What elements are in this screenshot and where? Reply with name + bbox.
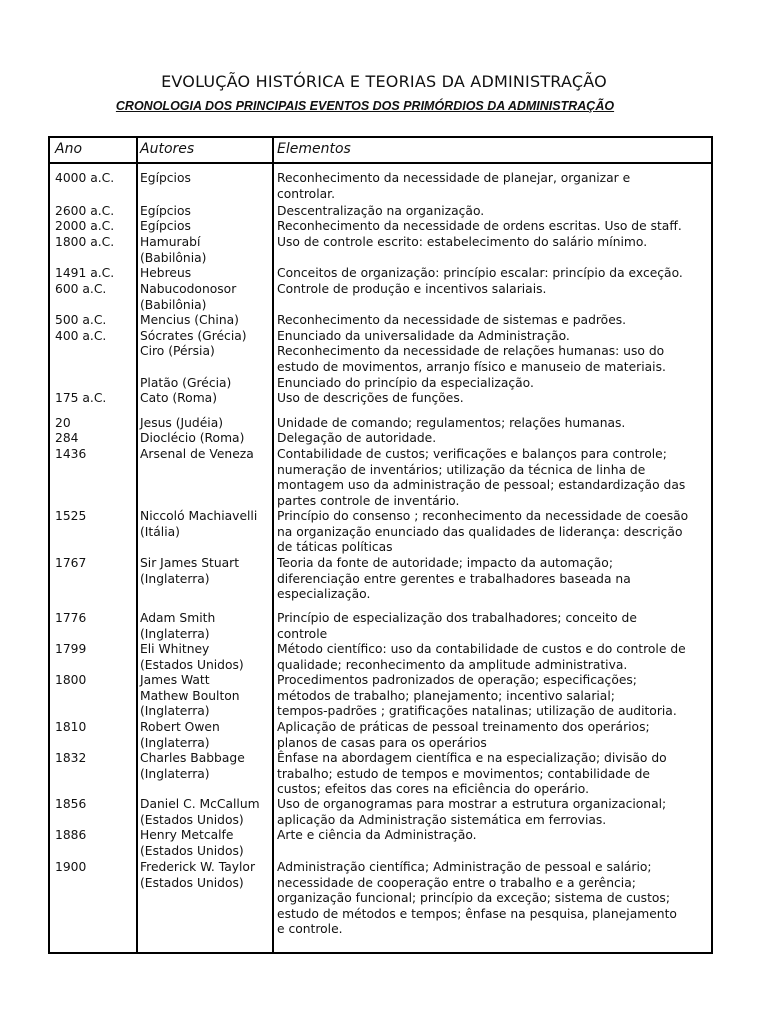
row-elements: Método científico: uso da contabilidade de custos e do controle de qualidade; reconhecimento da amplitude administrativa. [277, 642, 686, 672]
row-year: 500 a.C. [55, 313, 107, 327]
row-elements: Procedimentos padronizados de operação; especificações; métodos de trabalho; planejamento; incentivo salarial; tempos-padrões ; gratificações natalinas; utilização de auditoria. [277, 673, 677, 719]
row-elements: Delegação de autoridade. [277, 431, 437, 445]
row-authors: Sócrates (Grécia) [140, 329, 247, 343]
row-authors: Charles Babbage (Inglaterra) [140, 751, 245, 781]
row-authors: Egípcios [140, 171, 191, 185]
row-authors: Hamurabí (Babilônia) [140, 235, 207, 265]
row-authors: Cato (Roma) [140, 391, 217, 405]
row-authors: Egípcios [140, 219, 191, 233]
row-year: 1900 [55, 860, 87, 874]
header-autores: Autores [140, 141, 195, 157]
header-divider [50, 162, 711, 164]
row-elements: Aplicação de práticas de pessoal treinamento dos operários; planos de casas para os operários [277, 720, 650, 750]
chronology-table [48, 136, 713, 954]
row-year: 1776 [55, 611, 87, 625]
row-year: 284 [55, 431, 79, 445]
row-elements: Contabilidade de custos; verificações e balanços para controle; numeração de inventários; utilização da técnica de linha de montagem uso da administração de pessoal; estandardização das partes controle de inventário. [277, 447, 686, 508]
row-elements: Descentralização na organização. [277, 204, 485, 218]
row-elements: Uso de controle escrito: estabelecimento do salário mínimo. [277, 235, 648, 249]
row-authors: Niccoló Machiavelli (Itália) [140, 509, 258, 539]
row-elements: Reconhecimento da necessidade de planejar, organizar e controlar. [277, 171, 631, 201]
row-year: 1491 a.C. [55, 266, 115, 280]
row-elements: Enunciado da universalidade da Administração. [277, 329, 570, 343]
row-year: 1886 [55, 828, 87, 842]
row-authors: Nabucodonosor (Babilônia) [140, 282, 237, 312]
row-authors: Frederick W. Taylor (Estados Unidos) [140, 860, 256, 890]
row-authors: Henry Metcalfe (Estados Unidos) [140, 828, 244, 858]
row-elements: Reconhecimento da necessidade de sistemas e padrões. [277, 313, 627, 327]
row-authors: Sir James Stuart (Inglaterra) [140, 556, 240, 586]
row-year: 1856 [55, 797, 87, 811]
row-authors: Egípcios [140, 204, 191, 218]
row-year: 1810 [55, 720, 87, 734]
row-elements: Uso de organogramas para mostrar a estrutura organizacional; aplicação da Administração sistemática em ferrovias. [277, 797, 667, 827]
row-authors: Robert Owen (Inglaterra) [140, 720, 220, 750]
row-authors: Mencius (China) [140, 313, 239, 327]
row-year: 175 a.C. [55, 391, 107, 405]
document-subtitle: CRONOLOGIA DOS PRINCIPAIS EVENTOS DOS PRIMÓRDIOS DA ADMINISTRAÇÃO [115, 99, 615, 113]
row-elements: Reconhecimento da necessidade de ordens escritas. Uso de staff. [277, 219, 682, 233]
row-authors: Adam Smith (Inglaterra) [140, 611, 216, 641]
row-year: 4000 a.C. [55, 171, 115, 185]
row-authors: Hebreus [140, 266, 192, 280]
row-elements: Administração científica; Administração de pessoal e salário; necessidade de cooperação entre o trabalho e a gerência; organização funcional; princípio da exceção; sistema de custos; estudo de métodos e tempos; ênfase na pesquisa, planejamento e controle. [277, 860, 677, 937]
row-elements: Conceitos de organização: princípio escalar: princípio da exceção. [277, 266, 683, 280]
header-ano: Ano [55, 141, 83, 157]
row-elements: Princípio de especialização dos trabalhadores; conceito de controle [277, 611, 637, 641]
row-elements: Princípio do consenso ; reconhecimento da necessidade de coesão na organização enunciado das qualidades de liderança: descrição de táticas políticas [277, 509, 689, 555]
row-year: 1767 [55, 556, 87, 570]
row-elements: Controle de produção e incentivos salariais. [277, 282, 547, 296]
row-year: 1799 [55, 642, 87, 656]
row-year: 2000 a.C. [55, 219, 115, 233]
row-authors: Ciro (Pérsia) [140, 344, 215, 358]
row-elements: Arte e ciência da Administração. [277, 828, 477, 842]
row-authors: James Watt Mathew Boulton (Inglaterra) [140, 673, 240, 719]
row-authors: Platão (Grécia) [140, 376, 232, 390]
row-elements: Uso de descrições de funções. [277, 391, 464, 405]
row-authors: Arsenal de Veneza [140, 447, 254, 461]
row-elements: Teoria da fonte de autoridade; impacto da automação; diferenciação entre gerentes e trabalhadores baseada na especialização. [277, 556, 631, 602]
row-year: 1525 [55, 509, 87, 523]
row-authors: Jesus (Judéia) [140, 416, 224, 430]
row-authors: Daniel C. McCallum (Estados Unidos) [140, 797, 260, 827]
row-year: 1800 [55, 673, 87, 687]
row-elements: Enunciado do princípio da especialização. [277, 376, 534, 390]
row-elements: Reconhecimento da necessidade de relações humanas: uso do estudo de movimentos, arranjo físico e manuseio de materiais. [277, 344, 666, 374]
row-elements: Ênfase na abordagem científica e na especialização; divisão do trabalho; estudo de tempos e movimentos; contabilidade de custos; efeitos das cores na eficiência do operário. [277, 751, 667, 797]
column-divider [136, 138, 138, 952]
row-year: 1832 [55, 751, 87, 765]
header-elementos: Elementos [277, 141, 351, 157]
row-year: 1436 [55, 447, 87, 461]
row-year: 20 [55, 416, 71, 430]
row-year: 400 a.C. [55, 329, 107, 343]
row-authors: Dioclécio (Roma) [140, 431, 245, 445]
document-title: EVOLUÇÃO HISTÓRICA E TEORIAS DA ADMINISTRAÇÃO [161, 72, 607, 91]
row-year: 1800 a.C. [55, 235, 115, 249]
row-authors: Eli Whitney (Estados Unidos) [140, 642, 244, 672]
row-year: 600 a.C. [55, 282, 107, 296]
row-year: 2600 a.C. [55, 204, 115, 218]
row-elements: Unidade de comando; regulamentos; relações humanas. [277, 416, 626, 430]
